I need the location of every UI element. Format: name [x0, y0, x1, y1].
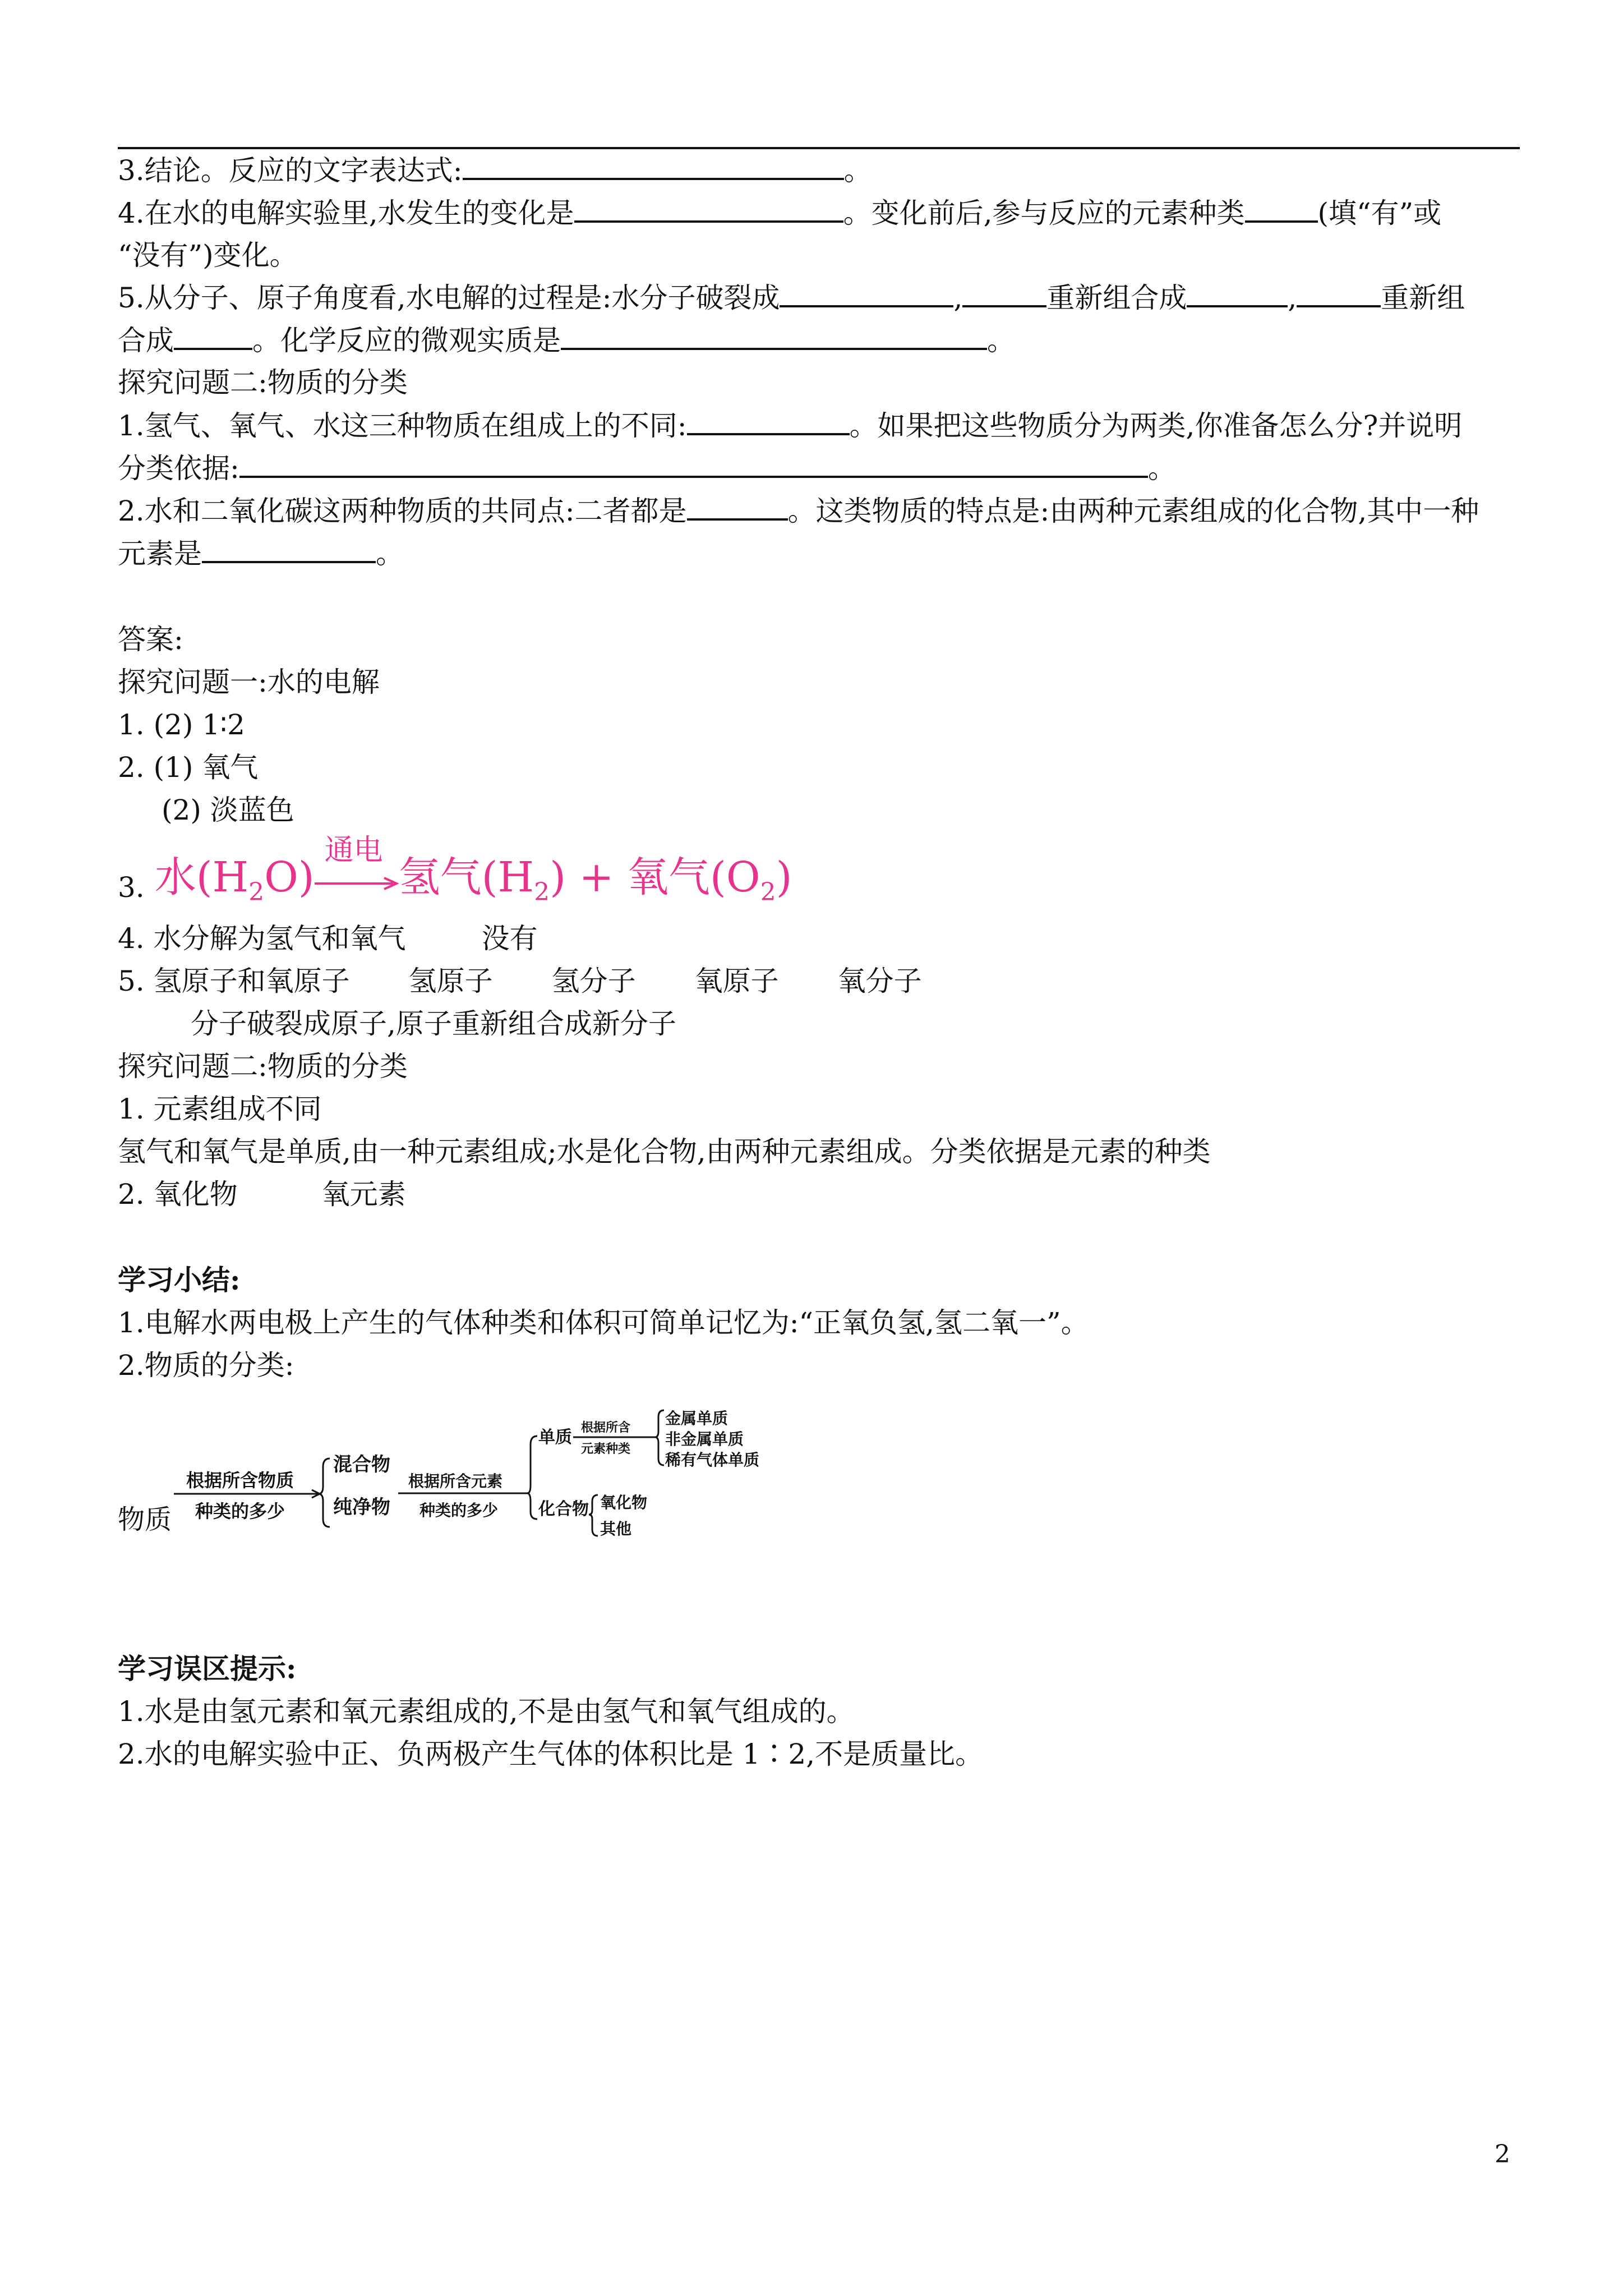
answer-blank[interactable]: [1245, 196, 1318, 223]
edge-label: 根据所含物质: [186, 1470, 294, 1491]
edge-label: 种类的多少: [419, 1501, 499, 1520]
section-2-question-1-cont: 分类依据: 。: [118, 452, 1176, 485]
answer-blank[interactable]: [561, 323, 987, 350]
question-4: 4.在水的电解实验里,水发生的变化是 。变化前后,参与反应的元素种类 (填“有”或: [118, 197, 1442, 229]
brace-icon: [589, 1495, 598, 1536]
answer-blank[interactable]: [239, 451, 1148, 478]
question-5: 5.从分子、原子角度看,水电解的过程是:水分子破裂成 , 重新组合成 , 重新组: [118, 282, 1465, 314]
tree-node-element: 单质: [538, 1428, 572, 1447]
edge-label: 根据所含: [581, 1420, 631, 1435]
question-4-cont: “没有”)变化。: [118, 239, 298, 272]
tree-node-mixture: 混合物: [333, 1453, 390, 1476]
edge-label: 种类的多少: [195, 1501, 285, 1522]
answer-b2: 2. 氧化物 氧元素: [118, 1178, 406, 1211]
answer-2-2: (2) 淡蓝色: [162, 794, 294, 826]
misconception-2: 2.水的电解实验中正、负两极产生气体的体积比是 1∶2,不是质量比。: [118, 1738, 984, 1770]
answer-blank[interactable]: [174, 323, 252, 350]
page-number: 2: [1495, 2140, 1510, 2169]
section-2-question-2: 2.水和二氧化碳这两种物质的共同点:二者都是 。这类物质的特点是:由两种元素组成的化合物,其中一种: [118, 495, 1479, 527]
brace-icon: [319, 1458, 330, 1527]
answer-2-1: 2. (1) 氧气: [118, 751, 259, 784]
answer-blank[interactable]: [1297, 280, 1381, 307]
brace-icon: [527, 1436, 537, 1519]
edge-label: 元素种类: [581, 1442, 631, 1456]
answer-1: 1. (2) 1∶2: [118, 708, 245, 741]
answer-b1: 1. 元素组成不同: [118, 1093, 322, 1125]
section-2-question-1: 1.氢气、氧气、水这三种物质在组成上的不同: 。如果把这些物质分为两类,你准备怎么分?并说明: [118, 409, 1463, 442]
section-2-question-2-cont: 元素是 。: [118, 537, 404, 570]
arrow-icon: [315, 877, 399, 890]
question-5-cont: 合成 。化学反应的微观实质是 。: [118, 324, 1015, 357]
summary-2: 2.物质的分类:: [118, 1349, 294, 1382]
classification-tree: [112, 1402, 841, 1548]
answer-blank[interactable]: [202, 536, 376, 563]
tree-node-nonmetal: 非金属单质: [665, 1430, 744, 1448]
header-rule: [118, 147, 1520, 149]
question-3: 3.结论。反应的文字表达式: 。: [118, 154, 872, 187]
answer-blank[interactable]: [687, 408, 850, 435]
answer-blank[interactable]: [780, 280, 953, 307]
summary-title: 学习小结:: [118, 1263, 241, 1296]
answer-blank[interactable]: [1187, 280, 1288, 307]
answers-heading: 答案:: [118, 623, 183, 656]
section-2-title: 探究问题二:物质的分类: [118, 366, 408, 399]
tree-node-compound: 化合物: [538, 1499, 589, 1519]
brace-icon: [655, 1410, 664, 1465]
answer-blank[interactable]: [463, 153, 844, 180]
answer-blank[interactable]: [574, 196, 843, 223]
tree-node-metal: 金属单质: [665, 1409, 728, 1428]
answers-section-2: 探究问题二:物质的分类: [118, 1050, 408, 1083]
summary-1: 1.电解水两电极上产生的气体种类和体积可简单记忆为:“正氧负氢,氢二氧一”。: [118, 1306, 1089, 1339]
answers-section-1: 探究问题一:水的电解: [118, 666, 380, 698]
tree-root: 物质: [118, 1504, 172, 1535]
tree-node-noble: 稀有气体单质: [665, 1451, 760, 1469]
tree-node-oxide: 氧化物: [600, 1493, 648, 1512]
misconceptions-title: 学习误区提示:: [118, 1652, 297, 1685]
chemical-equation: 3. 水$(H_2O)$ 通电 氢气$(H_2)$ + 氧气$(O_2)$: [118, 833, 792, 907]
misconception-1: 1.水是由氢元素和氧元素组成的,不是由氢气和氧气组成的。: [118, 1695, 855, 1728]
answer-blank[interactable]: [962, 280, 1046, 307]
reaction-arrow: 通电: [315, 860, 399, 901]
answer-5: 5. 氢原子和氧原子 氢原子 氢分子 氧原子 氧分子: [118, 965, 922, 997]
tree-node-pure: 纯净物: [333, 1496, 390, 1519]
tree-node-other: 其他: [600, 1520, 632, 1538]
answer-b1-detail: 氢气和氧气是单质,由一种元素组成;水是化合物,由两种元素组成。分类依据是元素的种类: [118, 1135, 1211, 1168]
answer-4: 4. 水分解为氢气和氧气 没有: [118, 922, 538, 955]
answer-5-detail: 分子破裂成原子,原子重新组合成新分子: [191, 1007, 676, 1040]
answer-blank[interactable]: [687, 494, 788, 521]
edge-label: 根据所含元素: [408, 1472, 503, 1490]
